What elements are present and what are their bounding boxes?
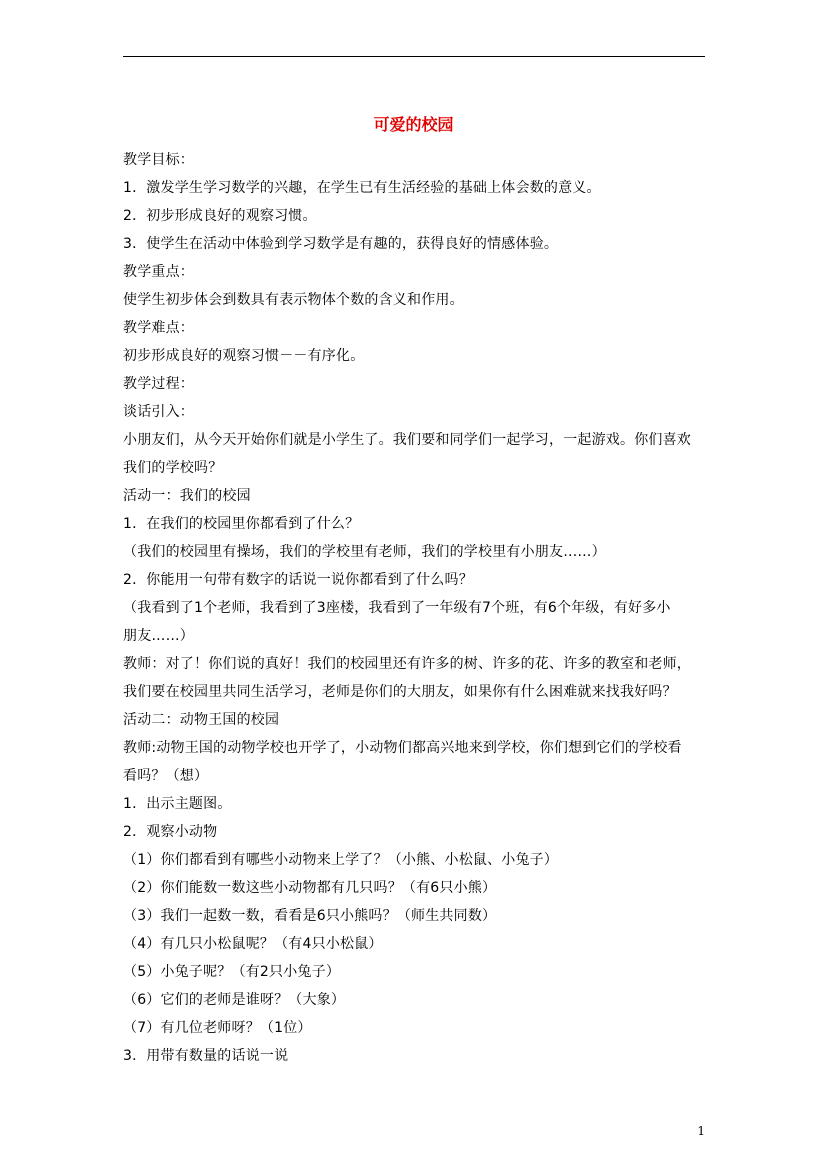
document-title: 可爱的校园 bbox=[373, 115, 454, 134]
activity-2-intro-line-1: 教师:动物王国的动物学校也开学了，小动物们都高兴地来到学校，你们想到它们的学校看 bbox=[123, 740, 682, 756]
objective-item-2: 2．初步形成良好的观察习惯。 bbox=[123, 208, 317, 224]
subheading-activity-1: 活动一：我们的校园 bbox=[123, 488, 251, 504]
intro-text-line-1: 小朋友们，从今天开始你们就是小学生了。我们要和同学们一起学习，一起游戏。你们喜欢 bbox=[123, 432, 691, 448]
activity-2-step-2: 2．观察小动物 bbox=[123, 824, 218, 840]
header-rule bbox=[123, 56, 705, 57]
question-4: （4）有几只小松鼠呢？（有4只小松鼠） bbox=[123, 936, 383, 952]
section-heading-difficulties: 教学难点： bbox=[123, 320, 194, 336]
activity-1-answer-2-line-2: 朋友……） bbox=[123, 628, 194, 644]
document-body bbox=[123, 146, 708, 1070]
subheading-intro: 谈话引入： bbox=[123, 404, 194, 420]
intro-text-line-2: 我们的学校吗？ bbox=[123, 460, 223, 476]
question-7: （7）有几位老师呀？（1位） bbox=[123, 1020, 312, 1036]
teacher-remark-line-1: 教师：对了！你们说的真好！我们的校园里还有许多的树、许多的花、许多的教室和老师， bbox=[123, 656, 691, 672]
question-1: （1）你们都看到有哪些小动物来上学了？（小熊、小松鼠、小兔子） bbox=[123, 852, 559, 868]
objective-item-3: 3．使学生在活动中体验到学习数学是有趣的，获得良好的情感体验。 bbox=[123, 236, 559, 252]
subheading-activity-2: 活动二：动物王国的校园 bbox=[123, 712, 280, 728]
section-heading-process: 教学过程： bbox=[123, 376, 194, 392]
section-heading-objectives: 教学目标： bbox=[123, 152, 194, 168]
section-heading-key-points: 教学重点： bbox=[123, 264, 194, 280]
activity-2-step-3: 3．用带有数量的话说一说 bbox=[123, 1048, 289, 1064]
question-5: （5）小兔子呢？（有2只小兔子） bbox=[123, 964, 341, 980]
activity-2-intro-line-2: 看吗？（想） bbox=[123, 768, 209, 784]
activity-1-question-2: 2．你能用一句带有数字的话说一说你都看到了什么吗？ bbox=[123, 572, 473, 588]
activity-1-answer-2-line-1: （我看到了1个老师，我看到了3座楼，我看到了一年级有7个班，有6个年级，有好多小 bbox=[123, 600, 671, 616]
teacher-remark-line-2: 我们要在校园里共同生活学习，老师是你们的大朋友，如果你有什么困难就来找我好吗？ bbox=[123, 684, 677, 700]
objective-item-1: 1．激发学生学习数学的兴趣，在学生已有生活经验的基础上体会数的意义。 bbox=[123, 180, 601, 196]
activity-1-answer-1: （我们的校园里有操场，我们的学校里有老师，我们的学校里有小朋友……） bbox=[123, 544, 606, 560]
difficulties-text: 初步形成良好的观察习惯－－有序化。 bbox=[123, 348, 365, 364]
question-2: （2）你们能数一数这些小动物都有几只吗？（有6只小熊） bbox=[123, 880, 497, 896]
question-3: （3）我们一起数一数，看看是6只小熊吗？（师生共同数） bbox=[123, 908, 497, 924]
page-number: 1 bbox=[697, 1124, 705, 1138]
activity-2-step-1: 1．出示主题图。 bbox=[123, 796, 232, 812]
question-6: （6）它们的老师是谁呀？（大象） bbox=[123, 992, 346, 1008]
key-points-text: 使学生初步体会到数具有表示物体个数的含义和作用。 bbox=[123, 292, 464, 308]
activity-1-question-1: 1．在我们的校园里你都看到了什么？ bbox=[123, 516, 360, 532]
